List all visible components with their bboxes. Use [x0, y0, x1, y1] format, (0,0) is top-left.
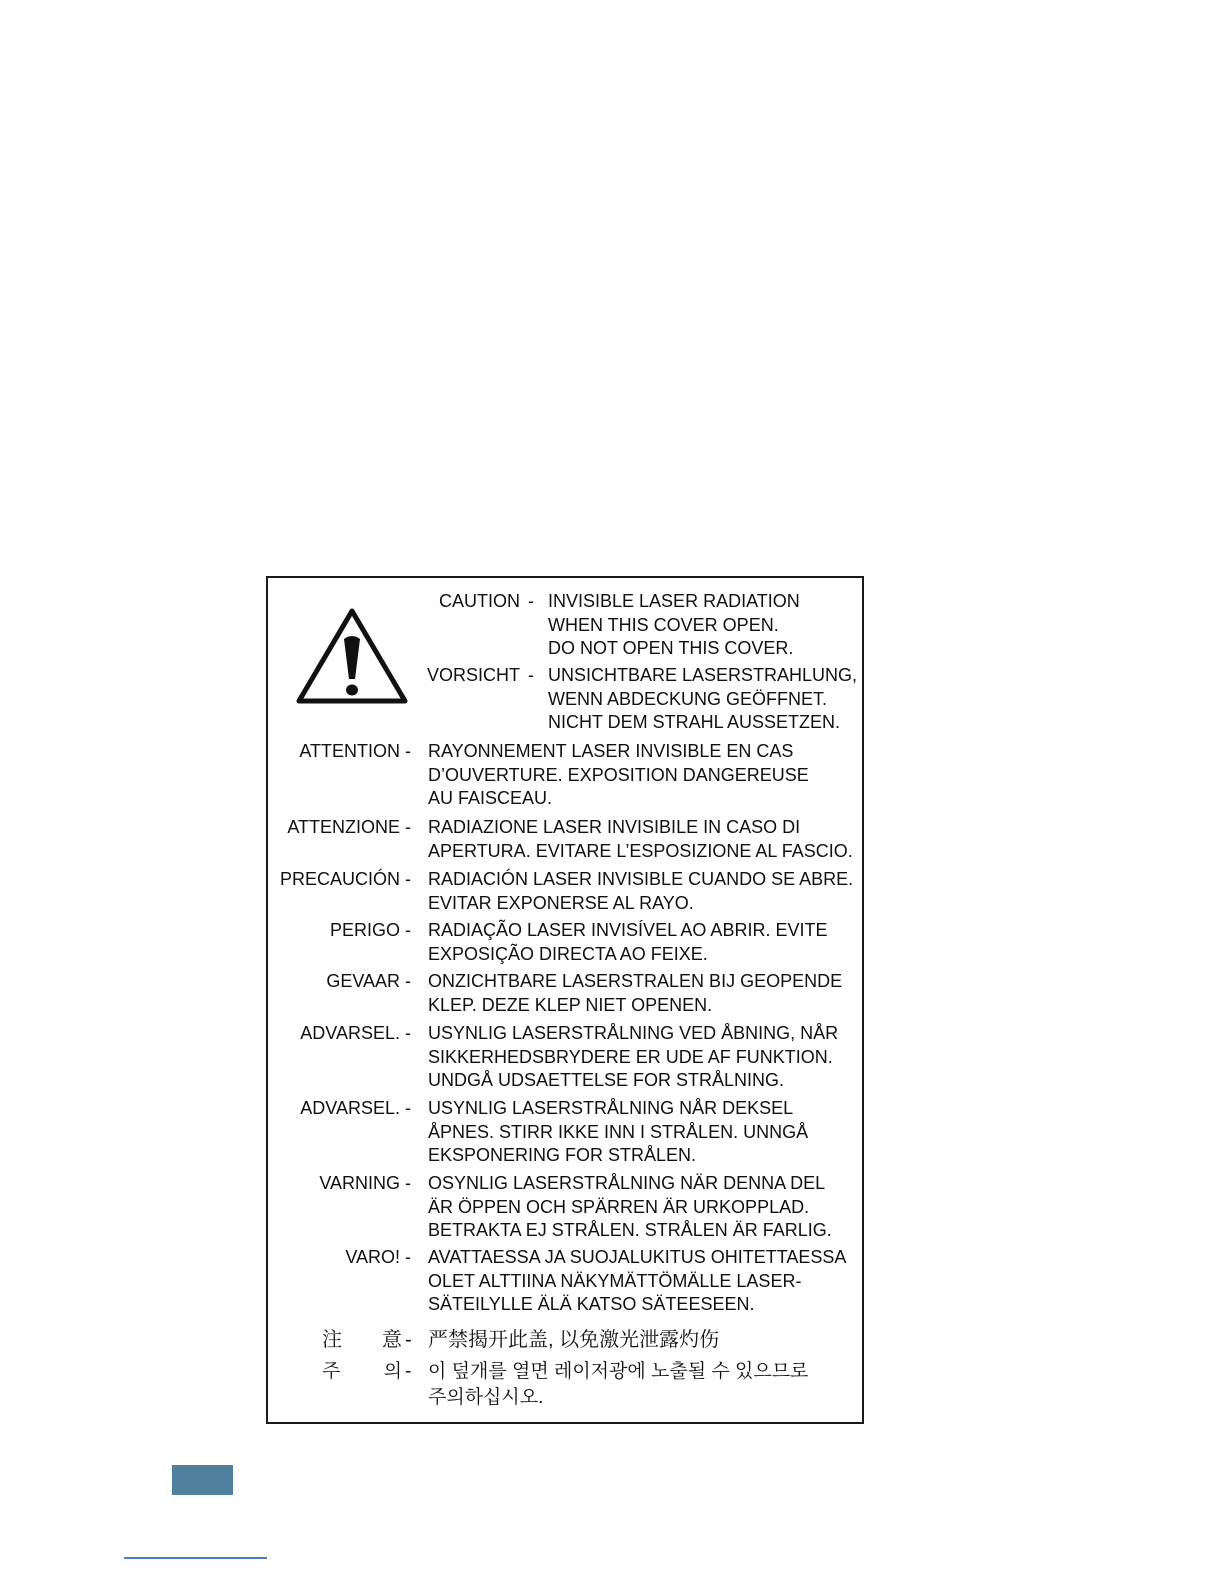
warning-dash: - [405, 817, 411, 837]
warning-label: GEVAAR [326, 971, 400, 991]
warning-label: VARNING [319, 1173, 400, 1193]
warning-label: PRECAUCIÓN [279, 869, 400, 889]
warning-dash: - [405, 869, 411, 889]
warning-label: ATTENZIONE [287, 817, 400, 837]
warning-dash: - [405, 971, 411, 991]
warning-label: ADVARSEL. [300, 1098, 400, 1118]
warning-dash: - [405, 1247, 411, 1267]
warning-dash: - [405, 920, 411, 940]
warning-text: 이 덮개를 열면 레이저광에 노출될 수 있으므로 주의하십시오. [428, 1361, 809, 1408]
warning-label: CAUTION [439, 591, 520, 611]
footer-rule [124, 1557, 267, 1559]
warning-dash: - [405, 1023, 411, 1043]
warning-text: RADIAÇÃO LASER INVISÍVEL AO ABRIR. EVITE EXPOSIÇÃO DIRECTA AO FEIXE. [428, 920, 828, 964]
warning-dash: - [528, 665, 534, 685]
warning-dash: - [528, 591, 534, 611]
warning-text: RAYONNEMENT LASER INVISIBLE EN CAS D’OUVERTURE. EXPOSITION DANGEREUSE AU FAISCEAU. [428, 741, 809, 808]
warning-label: 주 의 [322, 1361, 402, 1382]
warning-text: INVISIBLE LASER RADIATION WHEN THIS COVER OPEN. DO NOT OPEN THIS COVER. [548, 591, 800, 658]
warning-text: UNSICHTBARE LASERSTRAHLUNG, WENN ABDECKUNG GEÖFFNET. NICHT DEM STRAHL AUSSETZEN. [548, 665, 858, 732]
warning-label: VARO! [345, 1247, 400, 1267]
warning-label: ADVARSEL. [300, 1023, 400, 1043]
warning-text: OSYNLIG LASERSTRÅLNING NÄR DENNA DEL ÄR ÖPPEN OCH SPÄRREN ÄR URKOPPLAD. BETRAKTA EJ STRÅLEN. STRÅLEN ÄR FARLIG. [428, 1173, 832, 1240]
warning-text: USYNLIG LASERSTRÅLNING VED ÅBNING, NÅR SIKKERHEDSBRYDERE ER UDE AF FUNKTION. UNDGÅ UDSAETTELSE FOR STRÅLNING. [428, 1023, 839, 1090]
warning-text: 严禁揭开此盖, 以免激光泄露灼伤 [428, 1329, 720, 1351]
warning-dash: - [405, 1329, 412, 1351]
warning-text: RADIAZIONE LASER INVISIBILE IN CASO DI APERTURA. EVITARE L’ESPOSIZIONE AL FASCIO. [428, 817, 853, 861]
warning-label: 注 意 [322, 1329, 402, 1351]
page-tab-marker [172, 1465, 233, 1495]
warning-text: USYNLIG LASERSTRÅLNING NÅR DEKSEL ÅPNES. STIRR IKKE INN I STRÅLEN. UNNGÅ EKSPONERING FOR STRÅLEN. [428, 1098, 809, 1165]
warning-dash: - [405, 741, 411, 761]
warning-triangle-icon [295, 605, 409, 707]
warning-label: ATTENTION [299, 741, 400, 761]
warning-label: PERIGO [329, 920, 400, 940]
warning-dash: - [405, 1173, 411, 1193]
warning-dash: - [405, 1361, 412, 1382]
warning-text: RADIACIÓN LASER INVISIBLE CUANDO SE ABRE. EVITAR EXPONERSE AL RAYO. [428, 869, 854, 913]
warning-dash: - [405, 1098, 411, 1118]
warning-label: VORSICHT [426, 665, 520, 685]
warning-text: ONZICHTBARE LASERSTRALEN BIJ GEOPENDE KLEP. DEZE KLEP NIET OPENEN. [428, 971, 843, 1015]
warning-text: AVATTAESSA JA SUOJALUKITUS OHITETTAESSA OLET ALTTIINA NÄKYMÄTTÖMÄLLE LASER- SÄTEILYLLE ÄLÄ KATSO SÄTEESEEN. [428, 1247, 847, 1314]
